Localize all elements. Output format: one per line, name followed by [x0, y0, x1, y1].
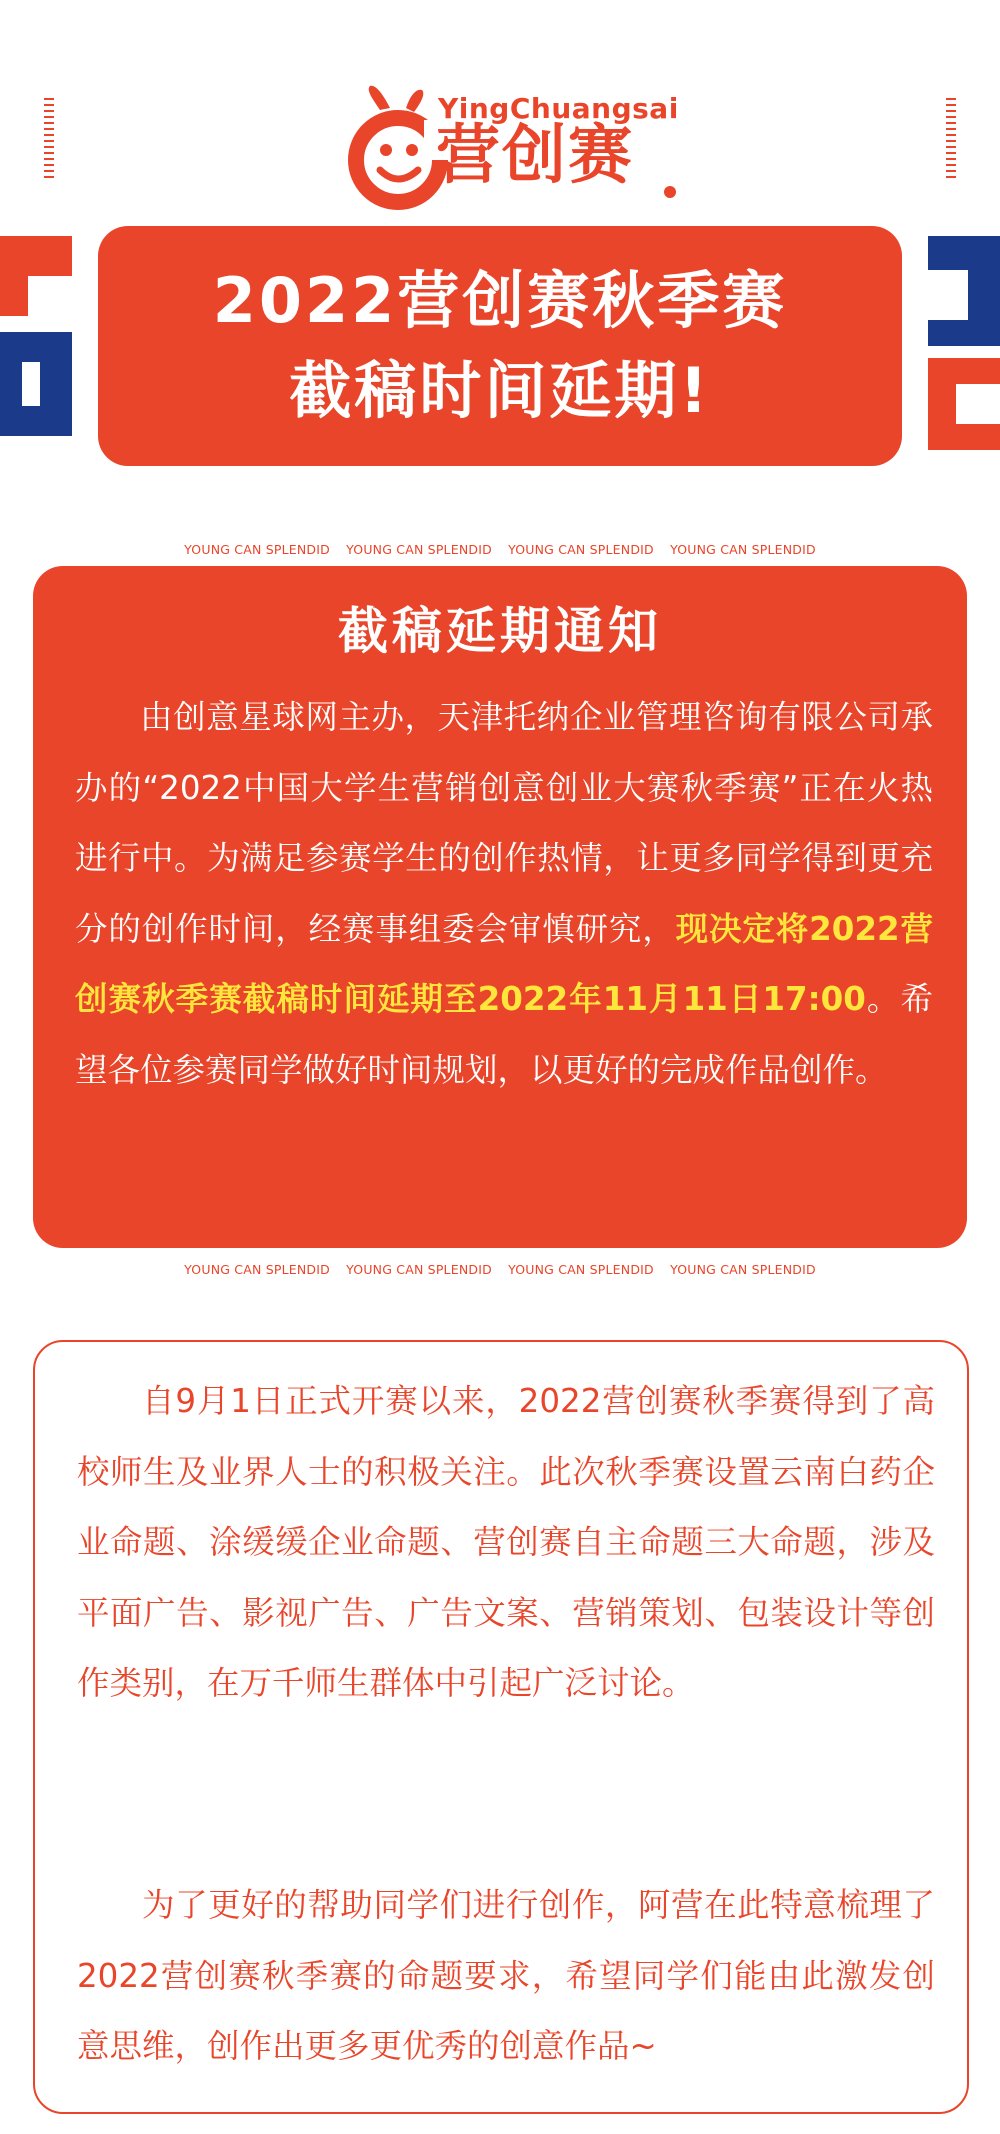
contest-info-card: [33, 1340, 969, 2114]
info-paragraph-2: 为了更好的帮助同学们进行创作，阿营在此特意梳理了2022营创赛秋季赛的命题要求，希望同学们能由此激发创意思维，创作出更多更优秀的创意作品~: [77, 1886, 935, 2065]
decorative-block-left: [0, 236, 72, 458]
tagline-text: YOUNG CAN SPLENDID: [670, 542, 816, 557]
logo-dot: [664, 186, 676, 198]
decorative-ticks-left: [44, 98, 54, 178]
tagline-strip-top: [0, 542, 1000, 557]
tagline-text: YOUNG CAN SPLENDID: [346, 1262, 492, 1277]
tagline-text: YOUNG CAN SPLENDID: [508, 1262, 654, 1277]
tagline-strip-bottom: [0, 1262, 1000, 1277]
notice-text-end: 。希望各位参赛同学做好时间规划，以更好的完成作品创作。: [75, 980, 933, 1089]
notice-paragraph: [75, 682, 933, 1105]
brand-name-english: YingChuangsai: [438, 92, 679, 125]
info-paragraph-1: 自9月1日正式开赛以来，2022营创赛秋季赛得到了高校师生及业界人士的积极关注。此次秋季赛设置云南白药企业命题、涂缓缓企业命题、营创赛自主命题三大命题，涉及平面广告、影视广告、广告文案、营销策划、包装设计等创作类别，在万千师生群体中引起广泛讨论。: [77, 1382, 935, 1702]
deadline-highlight: 现决定将2022营创赛秋季赛截稿时间延期至2022年11月11日17:00: [75, 909, 933, 1018]
deadline-notice-card: [33, 566, 967, 1248]
decorative-block-right: [928, 236, 1000, 458]
tagline-text: YOUNG CAN SPLENDID: [184, 1262, 330, 1277]
banner-title-line-1: 2022营创赛秋季赛: [212, 264, 788, 337]
brand-name-chinese: 营创赛: [436, 119, 634, 193]
banner-title-line-2: 截稿时间延期!: [289, 354, 711, 427]
title-banner: [98, 226, 902, 466]
tagline-text: YOUNG CAN SPLENDID: [670, 1262, 816, 1277]
decorative-ticks-right: [946, 98, 956, 178]
tagline-text: YOUNG CAN SPLENDID: [508, 542, 654, 557]
tagline-text: YOUNG CAN SPLENDID: [346, 542, 492, 557]
notice-heading: 截稿延期通知: [338, 602, 662, 660]
notice-text: 由创意星球网主办，天津托纳企业管理咨询有限公司承办的“2022中国大学生营销创意创业大赛秋季赛”正在火热进行中。为满足参赛学生的创作热情，让更多同学得到更充分的创作时间，经赛事组委会审慎研究，: [75, 698, 933, 948]
tagline-text: YOUNG CAN SPLENDID: [184, 542, 330, 557]
